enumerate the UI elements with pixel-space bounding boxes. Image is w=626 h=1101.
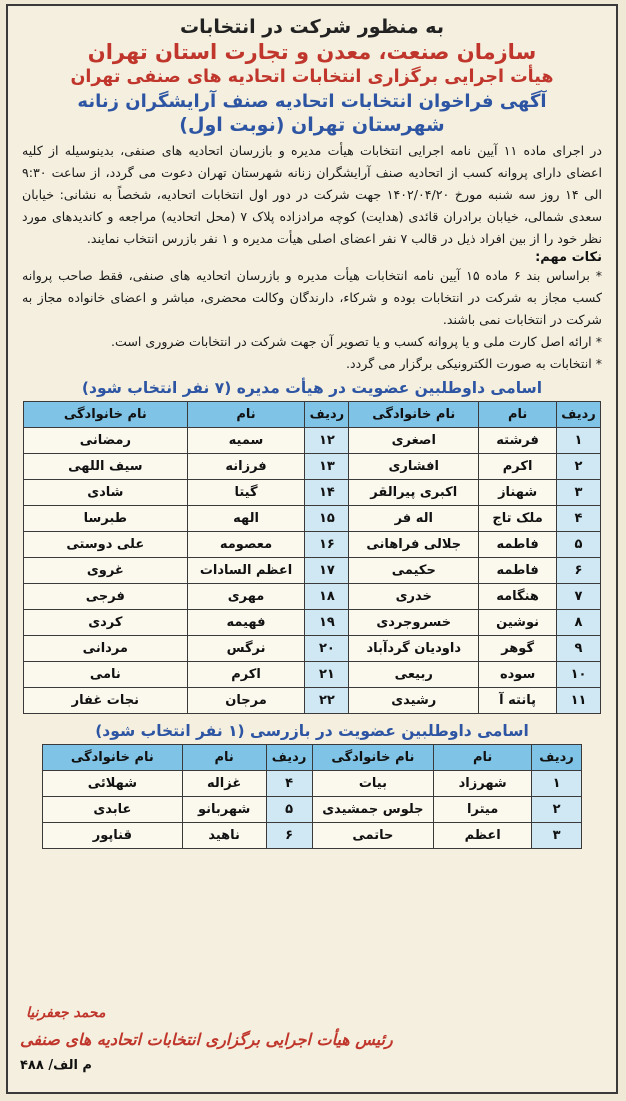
table-cell: سوده (479, 662, 557, 688)
table-cell: پانته آ (479, 688, 557, 714)
table-cell: ۴ (557, 506, 601, 532)
header-board: هیأت اجرایی برگزاری انتخابات اتحادیه های صنفی تهران (70, 67, 554, 87)
table-row (24, 454, 601, 480)
table-cell: غزاله (182, 771, 266, 797)
table-cell: مردانی (24, 636, 188, 662)
table-cell: نجات غفار (24, 688, 188, 714)
table-cell: هنگامه (479, 584, 557, 610)
table-row (24, 610, 601, 636)
table-cell: ۱۵ (305, 506, 349, 532)
header-organization: سازمان صنعت، معدن و تجارت استان تهران (87, 40, 537, 64)
table-row (24, 558, 601, 584)
table-cell: ۳ (557, 480, 601, 506)
table-cell: میترا (434, 797, 532, 823)
table-cell: اله فر (349, 506, 479, 532)
table-row (24, 584, 601, 610)
table-cell: ۱۰ (557, 662, 601, 688)
table-cell: نرگس (187, 636, 305, 662)
table-cell: شهلائی (43, 771, 183, 797)
table-cell: نامی (24, 662, 188, 688)
notice-frame (6, 4, 618, 1094)
column-header: ردیف (532, 745, 582, 771)
table-cell: ۶ (266, 823, 312, 849)
table-cell: ۳ (532, 823, 582, 849)
table-cell: ۱۳ (305, 454, 349, 480)
note-item: * ارائه اصل کارت ملی و یا پروانه کسب و یا تصویر آن جهت شرکت در انتخابات ضروری است. (110, 334, 602, 349)
table-cell: ۸ (557, 610, 601, 636)
column-header: نام خانوادگی (312, 745, 434, 771)
table-cell: کردی (24, 610, 188, 636)
table-cell: شهناز (479, 480, 557, 506)
table-cell: ۱۹ (305, 610, 349, 636)
table-cell: ربیعی (349, 662, 479, 688)
table-cell: افشاری (349, 454, 479, 480)
table-cell: گوهر (479, 636, 557, 662)
column-header: نام خانوادگی (24, 402, 188, 428)
table-row (43, 823, 582, 849)
table-cell: الهه (187, 506, 305, 532)
table-cell: رمضانی (24, 428, 188, 454)
table-row (24, 506, 601, 532)
signatory-title: رئیس هیأت اجرایی برگزاری انتخابات اتحادیه های صنفی (20, 1030, 393, 1049)
column-header: نام (434, 745, 532, 771)
table-cell: اعظم (434, 823, 532, 849)
table-cell: داودیان گردآباد (349, 636, 479, 662)
board-section-title: اسامی داوطلبین عضویت در هیأت مدیره (۷ نفر انتخاب شود) (81, 379, 543, 397)
table-cell: ۲ (532, 797, 582, 823)
table-cell: بیات (312, 771, 434, 797)
table-row (43, 771, 582, 797)
table-cell: سیف اللهی (24, 454, 188, 480)
table-cell: غروی (24, 558, 188, 584)
table-cell: ۲۰ (305, 636, 349, 662)
table-cell: شهرزاد (434, 771, 532, 797)
table-cell: گیتا (187, 480, 305, 506)
table-cell: ۲۲ (305, 688, 349, 714)
table-cell: رشیدی (349, 688, 479, 714)
table-cell: ۱ (557, 428, 601, 454)
table-cell: طبرسا (24, 506, 188, 532)
table-cell: مهری (187, 584, 305, 610)
table-cell: شهربانو (182, 797, 266, 823)
column-header: نام خانوادگی (349, 402, 479, 428)
table-cell: ملک تاج (479, 506, 557, 532)
column-header: نام (187, 402, 305, 428)
table-row (24, 636, 601, 662)
header-line-1: به منظور شرکت در انتخابات (180, 16, 444, 38)
table-row (24, 662, 601, 688)
table-cell: اکرم (187, 662, 305, 688)
table-cell: ۹ (557, 636, 601, 662)
table-cell: ۶ (557, 558, 601, 584)
column-header: ردیف (266, 745, 312, 771)
column-header: نام (182, 745, 266, 771)
column-header: ردیف (557, 402, 601, 428)
table-cell: ۵ (266, 797, 312, 823)
table-cell: خسروجردی (349, 610, 479, 636)
notes-title: نکات مهم: (535, 250, 602, 265)
table-cell: اکرم (479, 454, 557, 480)
table-cell: ۲ (557, 454, 601, 480)
table-cell: مرجان (187, 688, 305, 714)
table-cell: ۷ (557, 584, 601, 610)
table-cell: اصغری (349, 428, 479, 454)
table-row (24, 428, 601, 454)
table-cell: فرزانه (187, 454, 305, 480)
table-cell: ۱۸ (305, 584, 349, 610)
table-cell: فاطمه (479, 532, 557, 558)
table-cell: حکیمی (349, 558, 479, 584)
table-cell: فرشته (479, 428, 557, 454)
table-cell: جلالی فراهانی (349, 532, 479, 558)
column-header: نام خانوادگی (43, 745, 183, 771)
table-cell: خدری (349, 584, 479, 610)
table-cell: ۴ (266, 771, 312, 797)
inspector-candidates-table (42, 744, 582, 849)
table-cell: فاطمه (479, 558, 557, 584)
table-cell: شادی (24, 480, 188, 506)
inspectors-section-title: اسامی داوطلبین عضویت در بازرسی (۱ نفر انتخاب شود) (95, 722, 529, 740)
table-cell: ۱۶ (305, 532, 349, 558)
table-row (24, 688, 601, 714)
table-cell: ناهید (182, 823, 266, 849)
table-cell: ۵ (557, 532, 601, 558)
table-cell: ۱۱ (557, 688, 601, 714)
table-cell: ۲۱ (305, 662, 349, 688)
table-cell: سمیه (187, 428, 305, 454)
signatory-name: محمد جعفرنیا (26, 1005, 106, 1021)
table-cell: اعظم السادات (187, 558, 305, 584)
table-cell: نوشین (479, 610, 557, 636)
table-cell: معصومه (187, 532, 305, 558)
header-announcement: آگهی فراخوان انتخابات اتحادیه صنف آرایشگران زنانه (77, 91, 547, 112)
table-cell: اکبری پیرالقر (349, 480, 479, 506)
header-city-round: شهرستان تهران (نوبت اول) (179, 114, 445, 136)
table-cell: عابدی (43, 797, 183, 823)
table-row (43, 797, 582, 823)
table-cell: ۱۷ (305, 558, 349, 584)
table-cell: قناپور (43, 823, 183, 849)
table-row (24, 532, 601, 558)
table-cell: ۱۴ (305, 480, 349, 506)
table-cell: ۱ (532, 771, 582, 797)
note-item: * انتخابات به صورت الکترونیکی برگزار می گردد. (346, 356, 602, 371)
board-candidates-table (23, 401, 601, 714)
table-cell: جلوس جمشیدی (312, 797, 434, 823)
table-cell: فهیمه (187, 610, 305, 636)
table-row (24, 480, 601, 506)
column-header: ردیف (305, 402, 349, 428)
table-cell: علی دوستی (24, 532, 188, 558)
note-item: * براساس بند ۶ ماده ۱۵ آیین نامه انتخابات هیأت مدیره و بازرسان اتحادیه های صنفی، فقط صاحب پروانه کسب مجاز به شرکت در انتخابات بوده و شرکاء، دارندگان وکالت محضری، مباشر و اعضای خانواده مجاز به شرکت در انتخابات نمی باشند. (22, 268, 602, 327)
notice-code: م الف/ ۴۸۸ (20, 1058, 92, 1073)
table-cell: فرجی (24, 584, 188, 610)
body-paragraph: در اجرای ماده ۱۱ آیین نامه اجرایی انتخابات هیأت مدیره و بازرسان اتحادیه های صنفی، بدینوسیله از کلیه اعضای دارای پروانه کسب از اتحادیه صنف آرایشگران زنانه شهرستان تهران دعوت می گردد، از ساعت ۹:۳۰ الی ۱۴ روز سه شنبه مورخ ۱۴۰۲/۰۴/۲۰ جهت شرکت در دور اول انتخابات اتحادیه، شخصاً به نشانی: خیابان سعدی شمالی، خیابان برادران قائدی (هدایت) کوچه مرادزاده پلاک ۷ (محل اتحادیه) مراجعه و کاندیدهای مورد نظر خود را از بین افراد ذیل در قالب ۷ نفر اعضای اصلی هیأت مدیره و ۱ نفر بازرس انتخاب نمایند. (22, 143, 603, 246)
table-cell: حاتمی (312, 823, 434, 849)
table-cell: ۱۲ (305, 428, 349, 454)
column-header: نام (479, 402, 557, 428)
